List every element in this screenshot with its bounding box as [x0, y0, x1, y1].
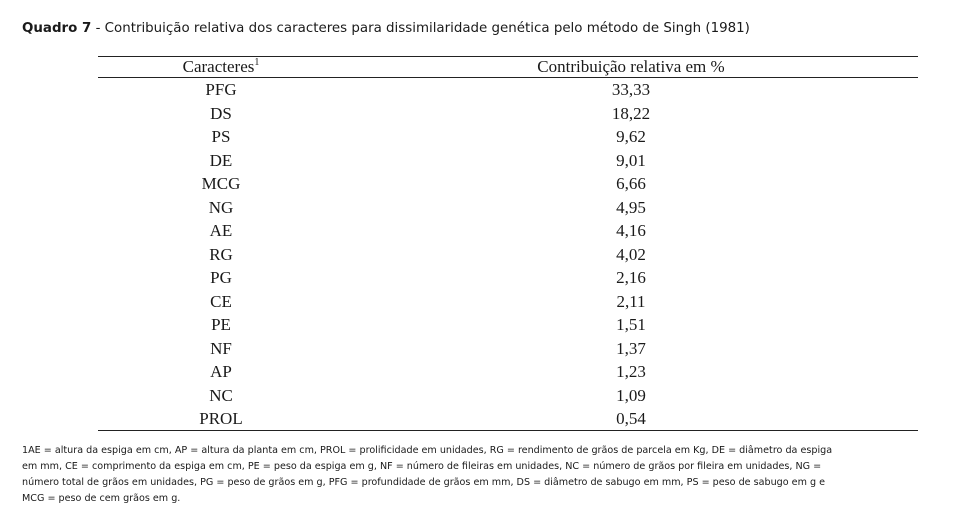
table-body: [98, 78, 918, 431]
caption-text: - Contribuição relativa dos caracteres para dissimilaridade genética pelo método de Singh (1981): [91, 21, 750, 36]
cell-character: DS: [210, 103, 232, 123]
cell-value: 1,37: [616, 338, 646, 358]
cell-character: CE: [210, 291, 232, 311]
table-header-row: [98, 57, 918, 77]
cell-character: PFG: [205, 80, 237, 99]
table-caption: [22, 20, 942, 38]
cell-character: RG: [209, 244, 233, 264]
cell-character: MCG: [201, 174, 241, 193]
cell-value: 9,01: [616, 150, 646, 170]
table-row: [98, 290, 918, 314]
cell-value: 6,66: [616, 174, 646, 193]
table-row: [98, 243, 918, 267]
footnote-line: MCG = peso de cem grãos em g.: [22, 493, 181, 504]
cell-character: NG: [208, 197, 234, 217]
table-row: [98, 337, 918, 361]
table-row: [98, 125, 918, 149]
footnote-line: em mm, CE = comprimento da espiga em cm, PE = peso da espiga em g, NF = número de fileiras em unidades, NC = número de grãos por fileira em unidades, NG =: [22, 461, 822, 472]
cell-character: AE: [209, 221, 233, 240]
cell-value: 18,22: [611, 103, 651, 123]
cell-value: 33,33: [611, 80, 651, 99]
cell-character: PROL: [199, 409, 243, 428]
table-row: [98, 407, 918, 431]
cell-value: 4,02: [616, 244, 646, 264]
contribution-table: [98, 57, 918, 428]
cell-value: 0,54: [616, 409, 646, 428]
cell-value: 1,51: [616, 315, 646, 334]
cell-value: 9,62: [616, 127, 646, 146]
header-characters: Caracteres$^1$: [182, 57, 260, 76]
cell-value: 4,95: [616, 197, 646, 217]
cell-character: DE: [209, 150, 233, 170]
footnote-line: 1AE = altura da espiga em cm, AP = altura da planta em cm, PROL = prolificidade em unidades, RG = rendimento de grãos de parcela em Kg, DE = diâmetro da espiga: [22, 445, 833, 456]
cell-value: 4,16: [616, 221, 646, 240]
cell-character: NF: [210, 338, 232, 358]
cell-character: PS: [211, 127, 231, 146]
table-row: [98, 78, 918, 102]
table-row: [98, 196, 918, 220]
table-row: [98, 219, 918, 243]
table-row: [98, 266, 918, 290]
cell-character: PG: [210, 268, 232, 287]
cell-character: AP: [210, 362, 232, 381]
cell-value: 1,23: [616, 362, 646, 381]
table-row: [98, 172, 918, 196]
table-row: [98, 149, 918, 173]
header-footnote-marker: 1: [254, 57, 260, 68]
table-row: [98, 313, 918, 337]
caption-label: Quadro 7: [22, 21, 92, 36]
table-footnote: [22, 443, 942, 507]
cell-character: NC: [209, 385, 233, 405]
table-row: [98, 102, 918, 126]
table-row: [98, 360, 918, 384]
cell-value: 2,16: [616, 268, 646, 287]
cell-value: 2,11: [616, 291, 646, 311]
table-row: [98, 384, 918, 408]
header-relative-contribution: Contribuição relativa em %: [537, 57, 725, 76]
cell-character: PE: [211, 315, 231, 334]
footnote-line: número total de grãos em unidades, PG = peso de grãos em g, PFG = profundidade de grãos em mm, DS = diâmetro de sabugo em mm, PS = peso de sabugo em g e: [22, 477, 826, 488]
cell-value: 1,09: [616, 385, 646, 405]
